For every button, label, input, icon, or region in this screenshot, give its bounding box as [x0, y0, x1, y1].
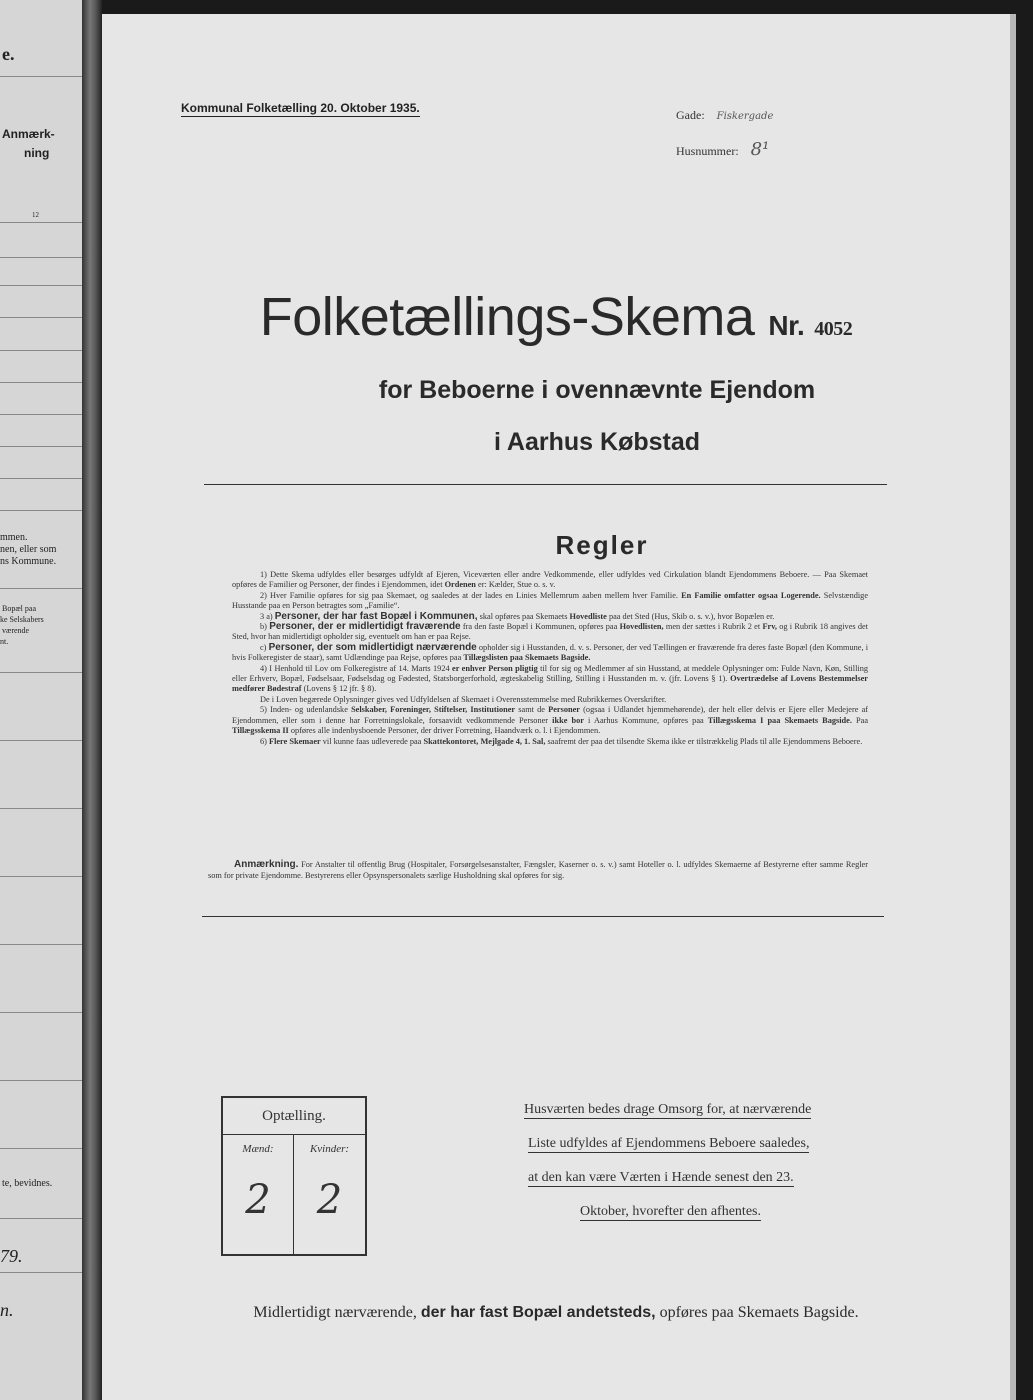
rule [0, 414, 82, 415]
fragment-text: ning [24, 146, 50, 160]
rule [0, 317, 82, 318]
form-title [102, 286, 1010, 348]
gade-value: Fiskergade [716, 111, 774, 122]
rule [0, 1218, 82, 1219]
footer-text-c: opføres paa Skemaets Bagside. [659, 1304, 859, 1321]
women-column [294, 1135, 365, 1254]
fragment-handwriting: n. [0, 1300, 14, 1320]
count-box-title: Optælling. [223, 1098, 365, 1135]
rules-heading: Regler [555, 530, 649, 560]
divider [202, 916, 884, 917]
rule [0, 740, 82, 741]
rules-text [232, 570, 868, 747]
notice-line: Oktober, hvorefter den afhentes. [580, 1204, 761, 1219]
street-row [676, 106, 773, 124]
rule [0, 446, 82, 447]
rule [0, 382, 82, 383]
men-label: Mænd: [242, 1143, 274, 1155]
fragment-handwriting: 79. [0, 1246, 23, 1266]
house-number-row [676, 139, 769, 160]
fragment-text: Anmærk- [2, 127, 55, 141]
rule-2: 2) Hver Familie opføres for sig paa Skemaet, og saaledes at der lades en Linies Mellemrum aaben mellem hver Familie. En Familie omfatter ogsaa Logerende. Selvstændige Husstande paa en Person betragtes som „Familie“. [232, 590, 869, 611]
rule-4-continued: De i Loven begærede Oplysninger gives ved Udfyldelsen af Skemaet i Overensstemmelse med Rubrikkernes Overskrifter. [260, 694, 667, 704]
rule-3a: 3 a) Personer, der har fast Bopæl i Kommunen, skal opføres paa Skemaets Hovedliste paa det Sted (Hus, Skib o. s. v.), hvor Bopælen er. [260, 610, 775, 622]
annotation-text: For Anstalter til offentlig Brug (Hospitaler, Forsørgelsesanstalter, Fængsler, Kaserner o. s. v.) samt Hoteller o. l. udfyldes Skemaerne af Bestyrerne efter samme Regler som for private Ejendomme. Bestyrerens eller Opsynspersonalets særlige Husholdning skal opføres for sig. [208, 860, 868, 880]
rule [0, 510, 82, 511]
rule-6: 6) Flere Skemaer vil kunne faas udleverede paa Skattekontoret, Mejlgade 4, 1. Sal, saafremt der paa det tilsendte Skema ikke er tilstrækkelig Plads til alle Ejendommens Beboere. [260, 736, 863, 746]
women-count: 2 [316, 1177, 343, 1223]
rule-3c: c) Personer, der som midlertidigt nærværende opholder sig i Husstanden, d. v. s. Personer, der ved Tællingen er fraværende fra deres faste Bopæl (den Kommune, i hvis Folkeregister de staar), samt Udlændinge paa Rejse, opføres paa Tillægslisten paa Skemaets Bagside. [232, 641, 869, 663]
divider [204, 484, 887, 485]
rule [0, 76, 82, 77]
rule-4: 4) I Henhold til Lov om Folkeregistre af 14. Marts 1924 er enhver Person pligtig til for sig og Medlemmer af sin Husstand, at meddele Oplysninger om: Fulde Navn, Køn, Stilling eller Erhverv, Bopæl, Fødselsaar, Fødselsdag og Fødested, Statsborgerforhold, ægteskabelig Stilling, Stilling i Husstanden m. v. (jfr. Lovens § 1). Overtrædelse af Lovens Bestemmelser medfører Bødestraf (Lovens § 12 jfr. § 8). [232, 663, 869, 694]
rule [0, 350, 82, 351]
fragment-text: nen, eller som [0, 544, 57, 555]
fragment-text: mmen. [0, 532, 28, 543]
footer-text-a: Midlertidigt nærværende, [253, 1304, 417, 1321]
rule [0, 257, 82, 258]
nr-label: Nr. [768, 310, 805, 341]
census-header: Kommunal Folketælling 20. Oktober 1935. [181, 101, 420, 115]
previous-page-fragment [0, 0, 82, 1400]
footer-text-b: der har fast Bopæl andetsteds, [420, 1304, 656, 1321]
footer-note [102, 1304, 1010, 1322]
rule [0, 1012, 82, 1013]
fragment-text: e. [2, 44, 15, 64]
fragment-text: værende [2, 626, 30, 635]
census-form-page [102, 14, 1010, 1400]
count-box [221, 1096, 367, 1256]
fragment-text: te, bevidnes. [2, 1178, 53, 1189]
rule [0, 222, 82, 223]
rule [0, 672, 82, 673]
rule [0, 1272, 82, 1273]
rule-3b: b) Personer, der er midlertidigt fraværende fra den faste Bopæl i Kommunen, opføres paa Hovedlisten, men der sættes i Rubrik 2 et Frv, og i Rubrik 18 angives det Sted, hvor han midlertidigt opholder sig, eventuelt om han er paa Rejse. [232, 621, 869, 642]
annotation-label: Anmærkning. [234, 859, 299, 870]
rule [0, 876, 82, 877]
husnummer-label: Husnummer: [676, 144, 739, 158]
annotation-note [208, 860, 868, 881]
gade-label: Gade: [676, 108, 705, 122]
rule [0, 588, 82, 589]
page-edge [1010, 14, 1016, 1400]
women-label: Kvinder: [309, 1143, 350, 1155]
form-title-text: Folketællings-Skema [259, 287, 755, 347]
notice-line: Husværten bedes drage Omsorg for, at nærværende [524, 1102, 812, 1117]
men-column [223, 1135, 294, 1254]
form-subtitle: for Beboerne i ovennævnte Ejendom [378, 376, 816, 404]
fragment-text: ke Selskabers [0, 615, 44, 624]
fragment-text: nt. [0, 637, 9, 646]
rule [0, 944, 82, 945]
rule-1: 1) Dette Skema udfyldes eller besørges udfyldt af Ejeren, Viceværten eller andre Vedkommende, eller udfyldes ved Cirkulation blandt Ejendommens Beboere. — Paa Skemaet opføres de Familier og Personer, der findes i Ejendommen, idet Ordenen er: Kælder, Stue o. s. v. [232, 570, 868, 590]
rule [0, 808, 82, 809]
form-subtitle-city: i Aarhus Købstad [493, 428, 701, 456]
fragment-text: Bopæl paa [2, 604, 36, 613]
men-count: 2 [245, 1177, 271, 1223]
rule [0, 285, 82, 286]
notice-line: Liste udfyldes af Ejendommens Beboere saaledes, [528, 1136, 810, 1151]
rule [0, 1148, 82, 1149]
fragment-text: ns Kommune. [0, 556, 57, 567]
fragment-text: 12 [32, 211, 39, 219]
rule [0, 478, 82, 479]
notice-line: at den kan være Værten i Hænde senest den 23. [528, 1170, 794, 1185]
form-number: 4052 [814, 318, 853, 340]
rule [0, 1080, 82, 1081]
husnummer-value: 8¹ [750, 139, 770, 160]
book-gutter [82, 0, 102, 1400]
rule-5: 5) Inden- og udenlandske Selskaber, Foreninger, Stiftelser, Institutioner samt de Personer (ogsaa i Udlandet hjemmehørende), der helt eller delvis er Ejere eller Medejere af Ejendommen, eller som i denne har Forretningslokale, forsaavidt vedkommende Personer ikke bor i Aarhus Kommune, opføres paa Tillægsskema I paa Skemaets Bagside. Paa Tillægsskema II opføres alle indenbysboende Personer, der driver Forretning, Haandværk o. l. i Ejendommen. [232, 705, 869, 736]
